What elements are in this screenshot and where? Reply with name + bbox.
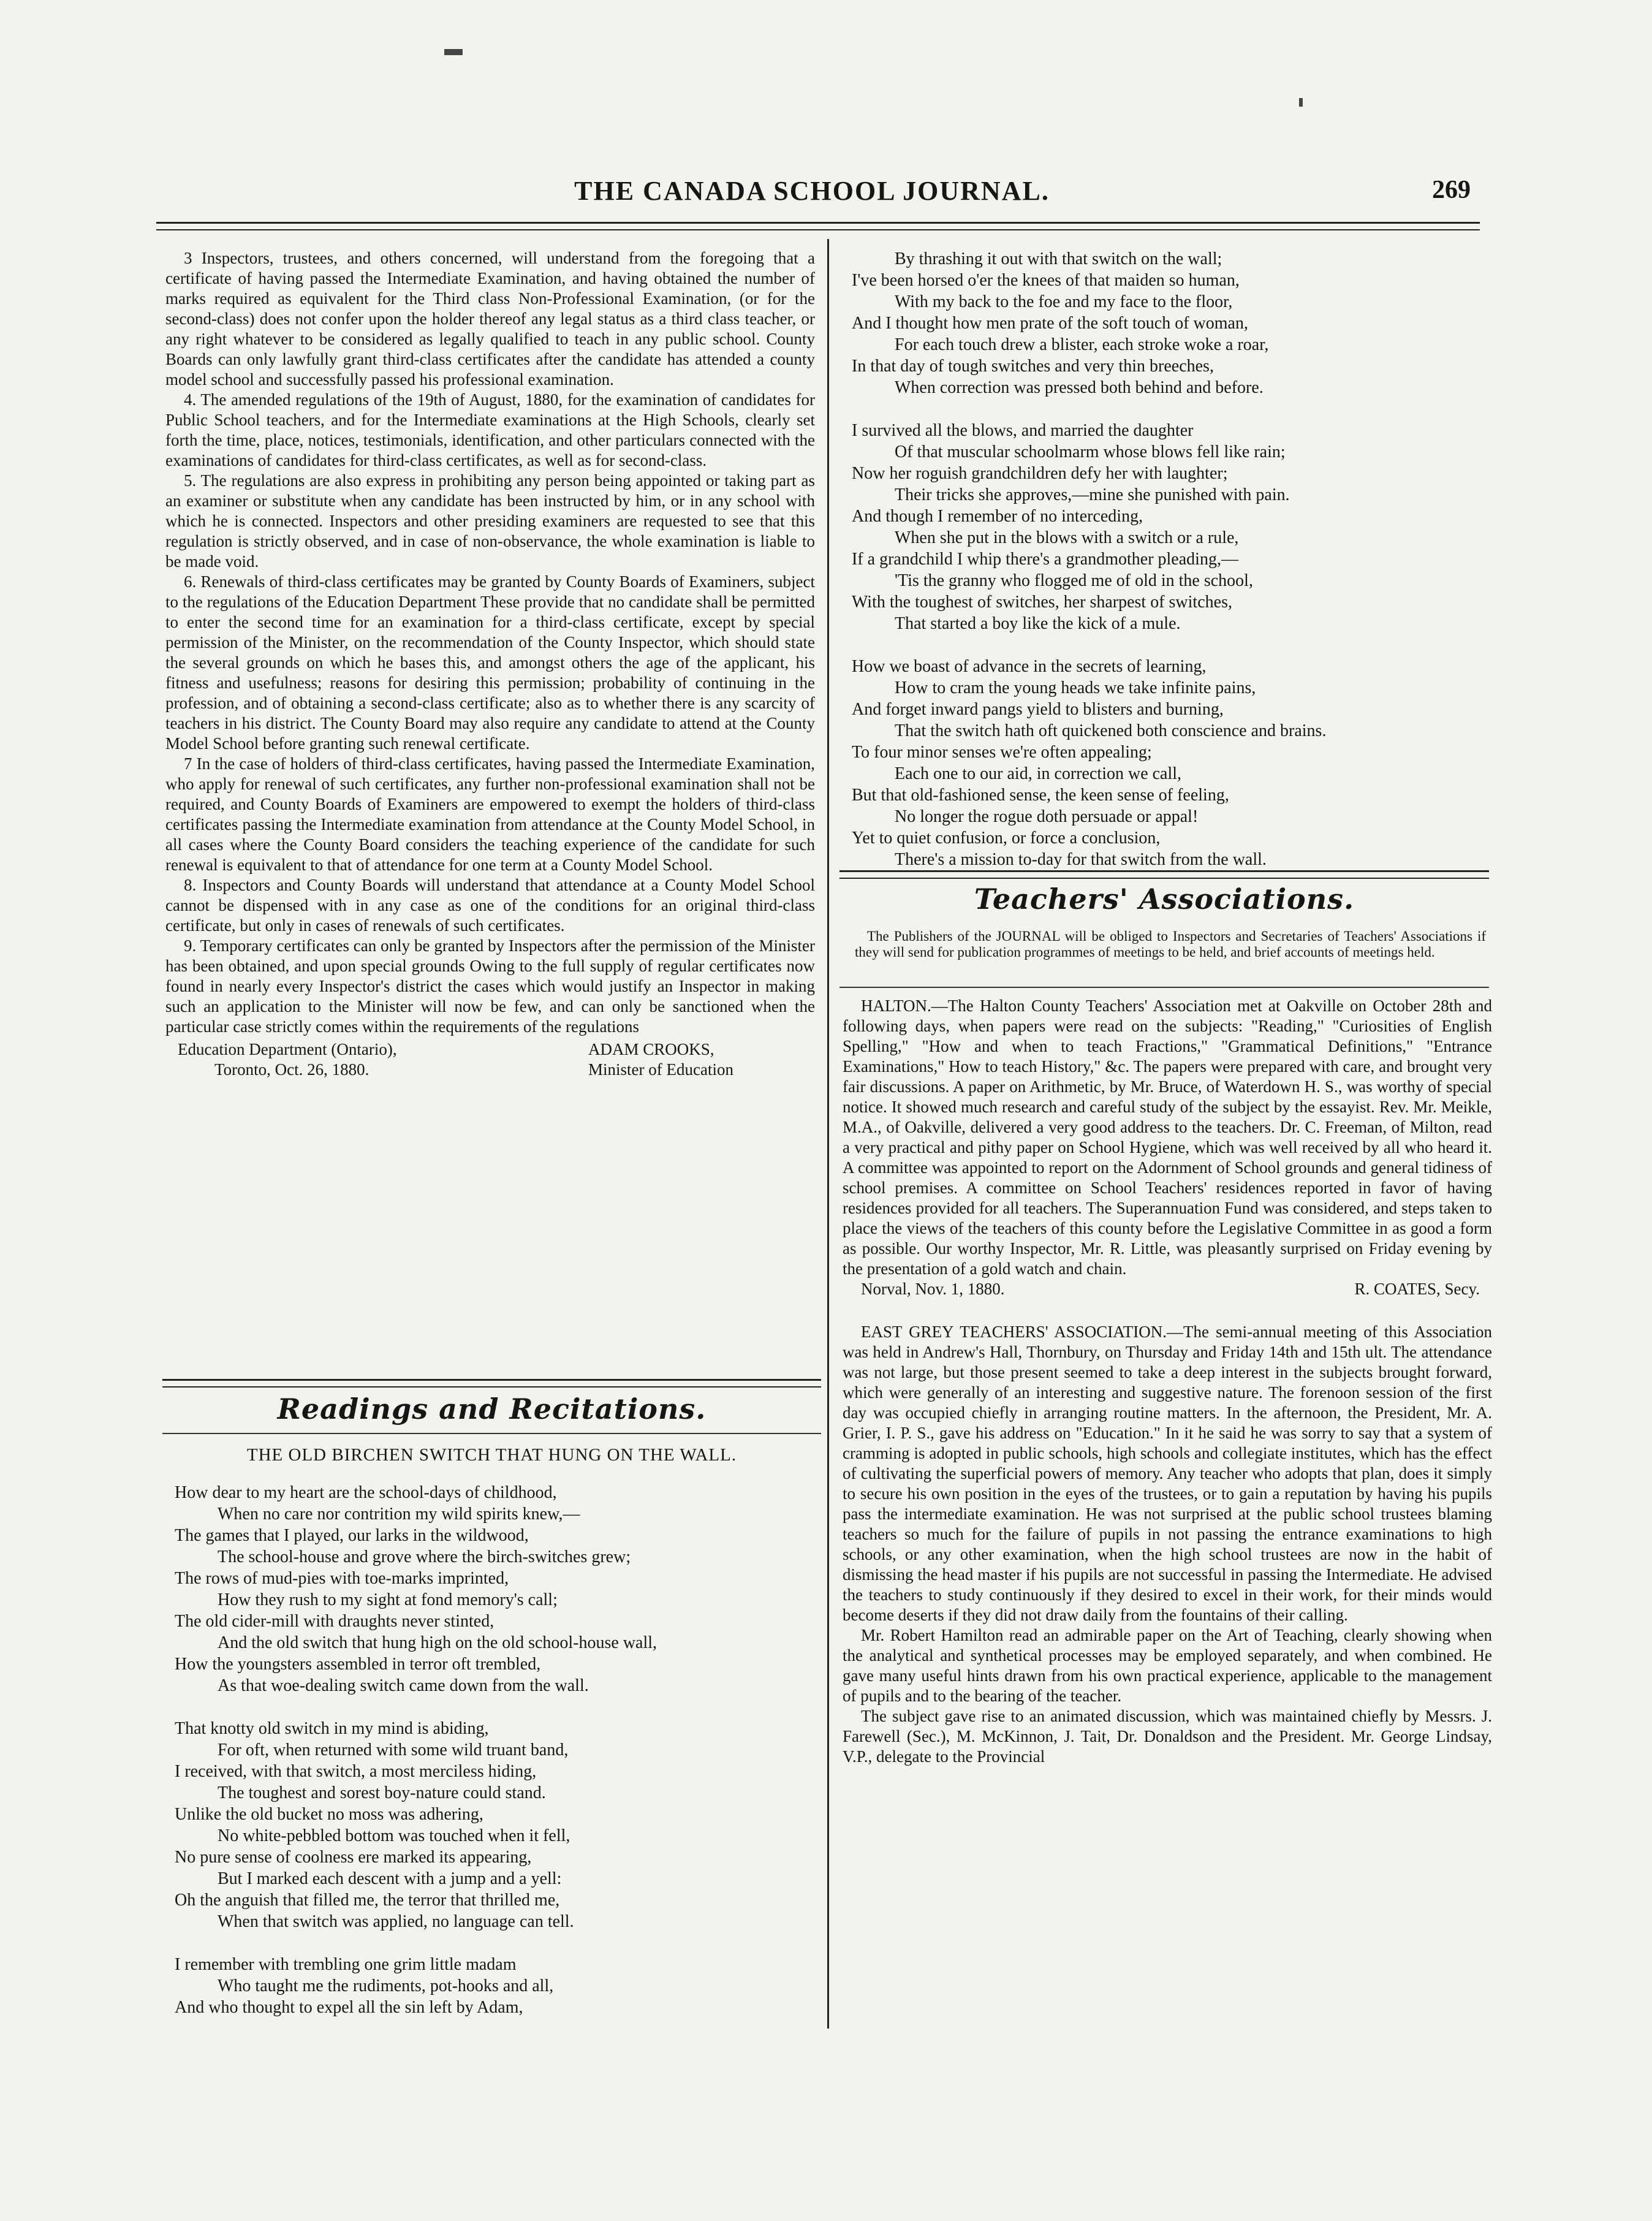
poem-line: As that woe-dealing switch came down from the wall. bbox=[218, 1676, 589, 1695]
poem-line: With the toughest of switches, her sharpest of switches, bbox=[852, 593, 1232, 612]
poem-line: Unlike the old bucket no moss was adhering, bbox=[175, 1805, 483, 1824]
regulation-paragraph: 9. Temporary certificates can only be granted by Inspectors after the permission of the Minister has been obtained, and upon special grounds Owing to the full supply of regular certificates now found in nearly every Inspector's district the cases which would justify an Inspector in making such an application to the Minister will now be few, and can only be sanctioned when the particular case strictly comes within the requirements of the regulations bbox=[165, 936, 815, 1036]
associations-heading: Teachers' Associations. bbox=[974, 883, 1355, 916]
poem-line: The toughest and sorest boy-nature could stand. bbox=[218, 1783, 546, 1802]
poem-line: How we boast of advance in the secrets of learning, bbox=[852, 657, 1207, 676]
poem-line: When correction was pressed both behind and before. bbox=[895, 378, 1264, 397]
poem-line: I remember with trembling one grim little madam bbox=[175, 1955, 517, 1974]
regulation-paragraph: 5. The regulations are also express in prohibiting any person being appointed or taking part as an examiner or substitute when any candidate has been instructed by him, or in any school with which he is connected. Inspectors and other presiding examiners are requested to see that this regulation is strictly observed, and in case of non-observance, the whole examination is liable to be made void. bbox=[165, 471, 815, 571]
poem-line: For oft, when returned with some wild truant band, bbox=[218, 1741, 569, 1760]
halton-signature-name: R. COATES, Secy. bbox=[1354, 1280, 1480, 1298]
poem-line: How the youngsters assembled in terror oft trembled, bbox=[175, 1655, 541, 1674]
header-rule bbox=[156, 222, 1480, 230]
section-rule bbox=[162, 1379, 821, 1388]
poem-line: Their tricks she approves,—mine she punished with pain. bbox=[895, 485, 1290, 504]
east-grey-report: EAST GREY TEACHERS' ASSOCIATION.—The semi-annual meeting of this Association was held in Andrew's Hall, Thornbury, on Thursday and Friday 14th and 15th ult. The attendance was not large, but those present seemed to take a deep interest in the subjects brought forward, which were generally of an interesting and suggestive nature. The forenoon session of the first day was occupied chiefly in arranging routine matters. In the afternoon, the President, Mr. A. Grier, I. P. S., gave his address on "Education." In it he said he was sorry to say that a system of cramming is adopted in public schools, high schools and collegiate institutes, which has the effect of cultivating the superficial powers of memory. Any teacher who adopts that plan, does it simply to secure his own position in the eyes of the trustees, or to gain a reputation by having his pupils pass the intermediate examination. He was not surprised at the public school trustees blaming teachers so much for the failure of pupils in not passing the entrance examinations to high schools, or any other examination, when the high school trustees are now in the habit of dismissing the head master if his pupils are not successful in passing the Intermediate. He advised the teachers to study continuously if they desired to excel in their work, for their minds would become deserts if they did not draw daily from the fountains of their calling. bbox=[843, 1323, 1492, 1624]
poem-line: And who thought to expel all the sin left by Adam, bbox=[175, 1998, 523, 2017]
poem-line: That knotty old switch in my mind is abiding, bbox=[175, 1719, 489, 1738]
readings-heading: Readings and Recitations. bbox=[277, 1392, 707, 1426]
poem-line: For each touch drew a blister, each stroke woke a roar, bbox=[895, 335, 1269, 354]
poem-line: 'Tis the granny who flogged me of old in the school, bbox=[895, 571, 1253, 590]
column-divider bbox=[827, 239, 829, 2029]
poem-line: I survived all the blows, and married the daughter bbox=[852, 421, 1194, 440]
poem-line: The old cider-mill with draughts never stinted, bbox=[175, 1612, 494, 1631]
poem-line: Each one to our aid, in correction we call, bbox=[895, 764, 1182, 783]
poem-line: Yet to quiet confusion, or force a conclusion, bbox=[852, 829, 1161, 848]
signature-department: Education Department (Ontario), bbox=[178, 1040, 397, 1058]
associations-reports bbox=[843, 996, 1492, 1767]
east-grey-report: The subject gave rise to an animated discussion, which was maintained chiefly by Messrs. J. Farewell (Sec.), M. McKinnon, J. Tait, Dr. Donaldson and the President. Mr. George Lindsay, V.P., delegate to the Provincial bbox=[843, 1707, 1492, 1766]
regulation-paragraph: 7 In the case of holders of third-class certificates, having passed the Intermediate Examination, who apply for renewal of such certificates, any further non-professional examination shall not be required, and County Boards of Examiners are empowered to exempt the holders of third-class certificates passing the Intermediate examination from attendance at the County Model School, in all cases where the County Board considers the teaching experience of the candidate for such renewal is equivalent to that of attendance for one term at a County Model School. bbox=[165, 754, 815, 874]
notice-rule bbox=[839, 987, 1489, 988]
poem-line: If a grandchild I whip there's a grandmother pleading,— bbox=[852, 550, 1238, 569]
regulation-paragraph: 3 Inspectors, trustees, and others concerned, will understand from the foregoing that a certificate of having passed the Intermediate Examination, and having obtained the number of marks required as equivalent for the Third class Non-Professional Examination, (or for the second-class) does not confer upon the holder thereof any legal status as a third class teacher, or any right whatever to be considered as legally qualified to teach in any public school. County Boards can only lawfully grant third-class certificates after the candidate has attended a county model school and successfully passed his professional examination. bbox=[165, 249, 815, 389]
page-number: 269 bbox=[1432, 176, 1471, 204]
poem-line: The school-house and grove where the birch-switches grew; bbox=[218, 1547, 631, 1566]
poem-line: When no care nor contrition my wild spirits knew,— bbox=[218, 1505, 580, 1524]
section-rule bbox=[839, 870, 1489, 879]
regulations-text bbox=[165, 248, 815, 1080]
poem-left-part bbox=[175, 1482, 818, 2018]
halton-signature bbox=[843, 1279, 1492, 1304]
poem-line: But that old-fashioned sense, the keen sense of feeling, bbox=[852, 786, 1229, 805]
poem-line: No longer the rogue doth persuade or appal! bbox=[895, 807, 1199, 826]
poem-right-part bbox=[852, 248, 1495, 870]
poem-line: The games that I played, our larks in the wildwood, bbox=[175, 1526, 529, 1545]
poem-line: How to cram the young heads we take infinite pains, bbox=[895, 678, 1256, 697]
poem-line: How dear to my heart are the school-days of childhood, bbox=[175, 1483, 557, 1502]
halton-report: HALTON.—The Halton County Teachers' Association met at Oakville on October 28th and following days, when papers were read on the subjects: "Reading," "Curiosities of English Spelling," "How and when to teach Fractions," "Grammatical Definitions," "Entrance Examinations," How to teach History," &c. The papers were prepared with care, and brought very fair discussions. A paper on Arithmetic, by Mr. Bruce, of Waterdown H. S., was worthy of special notice. It showed much research and careful study of the subject by the essayist. Rev. Mr. Meikle, M.A., of Oakville, delivered a very good address to the teachers. Dr. C. Freeman, of Milton, read a very practical and pithy paper on School Hygiene, which was well received by all who heard it. A committee was appointed to report on the Adornment of School grounds and general tidiness of school premises. A committee on School Teachers' residences reported in favor of having residences provided for all teachers. The Superannuation Fund was considered, and steps taken to place the views of the teachers of this county before the Legislative Committee in as good a form as possible. Our worthy Inspector, Mr. R. Little, was pleasantly surprised on Friday evening by the presentation of a gold watch and chain. bbox=[843, 997, 1492, 1278]
poem-line: No white-pebbled bottom was touched when it fell, bbox=[218, 1826, 570, 1845]
poem-line: Who taught me the rudiments, pot-hooks and all, bbox=[218, 1976, 554, 1995]
poem-line: When that switch was applied, no language can tell. bbox=[218, 1912, 574, 1931]
page-title: THE CANADA SCHOOL JOURNAL. bbox=[574, 176, 1050, 206]
scan-mark bbox=[444, 49, 463, 55]
poem-line: In that day of tough switches and very thin breeches, bbox=[852, 357, 1214, 376]
page-header bbox=[153, 175, 1471, 218]
poem-line: There's a mission to-day for that switch from the wall. bbox=[895, 850, 1267, 869]
signature-name: ADAM CROOKS, bbox=[588, 1040, 714, 1058]
associations-notice: The Publishers of the JOURNAL will be obliged to Inspectors and Secretaries of Teachers' Associations if they will send for publication programmes of meetings to be held, and brief accounts of meetings held. bbox=[855, 928, 1486, 960]
poem-line: That started a boy like the kick of a mule. bbox=[895, 614, 1181, 633]
poem-line: By thrashing it out with that switch on the wall; bbox=[895, 249, 1222, 268]
poem-line: And forget inward pangs yield to blisters and burning, bbox=[852, 700, 1224, 719]
poem-line: With my back to the foe and my face to the floor, bbox=[895, 292, 1233, 311]
regulations-signature bbox=[165, 1039, 815, 1080]
poem-title: THE OLD BIRCHEN SWITCH THAT HUNG ON THE WALL. bbox=[246, 1445, 737, 1465]
poem-line: And I thought how men prate of the soft touch of woman, bbox=[852, 314, 1248, 333]
poem-line: I received, with that switch, a most merciless hiding, bbox=[175, 1762, 537, 1781]
poem-line: That the switch hath oft quickened both conscience and brains. bbox=[895, 721, 1327, 740]
poem-line: The rows of mud-pies with toe-marks imprinted, bbox=[175, 1569, 509, 1588]
poem-line: No pure sense of coolness ere marked its appearing, bbox=[175, 1848, 532, 1867]
poem-line: But I marked each descent with a jump and a yell: bbox=[218, 1869, 562, 1888]
poem-line: Oh the anguish that filled me, the terror that thrilled me, bbox=[175, 1891, 560, 1910]
east-grey-report: Mr. Robert Hamilton read an admirable paper on the Art of Teaching, clearly showing when the analytical and synthetical processes may be employed separately, and when combined. He gave many useful hints drawn from his own practical experience, applicable to the management of pupils and to the bearing of the teacher. bbox=[843, 1626, 1492, 1705]
signature-office: Minister of Education bbox=[588, 1060, 733, 1079]
poem-line: I've been horsed o'er the knees of that maiden so human, bbox=[852, 271, 1240, 290]
scan-mark bbox=[1299, 98, 1303, 107]
regulation-paragraph: 6. Renewals of third-class certificates may be granted by County Boards of Examiners, subject to the regulations of the Education Department These provide that no candidate shall be permitted to enter the second time for an examination for a third-class certificate, except by special permission of the Minister, on the recommendation of the County Inspector, which should state the several grounds on which he bases this, and amongst others the age of the applicant, his fitness and usefulness; reasons for desiring this permission; probability of continuing in the profession, and of obtaining a second-class certificate; also as to whether there is any scarcity of teachers in his district. The County Board may also require any candidate to attend at the County Model School before granting such renewal certificate. bbox=[165, 572, 815, 753]
regulation-paragraph: 8. Inspectors and County Boards will understand that attendance at a County Model School cannot be dispensed with in any case as one of the conditions for an original third-class certificate, but only in cases of renewals of such certificates. bbox=[165, 876, 815, 935]
regulation-paragraph: 4. The amended regulations of the 19th of August, 1880, for the examination of candidates for Public School teachers, and for the Intermediate examinations at the High Schools, clearly set forth the time, place, notices, testimonials, identification, and other particulars connected with the examinations of candidates for third-class certificates, as well as for second-class. bbox=[165, 390, 815, 469]
poem-line: When she put in the blows with a switch or a rule, bbox=[895, 528, 1239, 547]
poem-line: Now her roguish grandchildren defy her with laughter; bbox=[852, 464, 1228, 483]
poem-line: And the old switch that hung high on the old school-house wall, bbox=[218, 1633, 657, 1652]
heading-underline bbox=[162, 1433, 821, 1434]
poem-line: How they rush to my sight at fond memory's call; bbox=[218, 1590, 558, 1609]
poem-line: And though I remember of no interceding, bbox=[852, 507, 1143, 526]
halton-signature-date: Norval, Nov. 1, 1880. bbox=[861, 1280, 1005, 1298]
poem-line: To four minor senses we're often appealing; bbox=[852, 743, 1152, 762]
signature-date: Toronto, Oct. 26, 1880. bbox=[214, 1060, 369, 1079]
poem-line: Of that muscular schoolmarm whose blows fell like rain; bbox=[895, 442, 1286, 461]
